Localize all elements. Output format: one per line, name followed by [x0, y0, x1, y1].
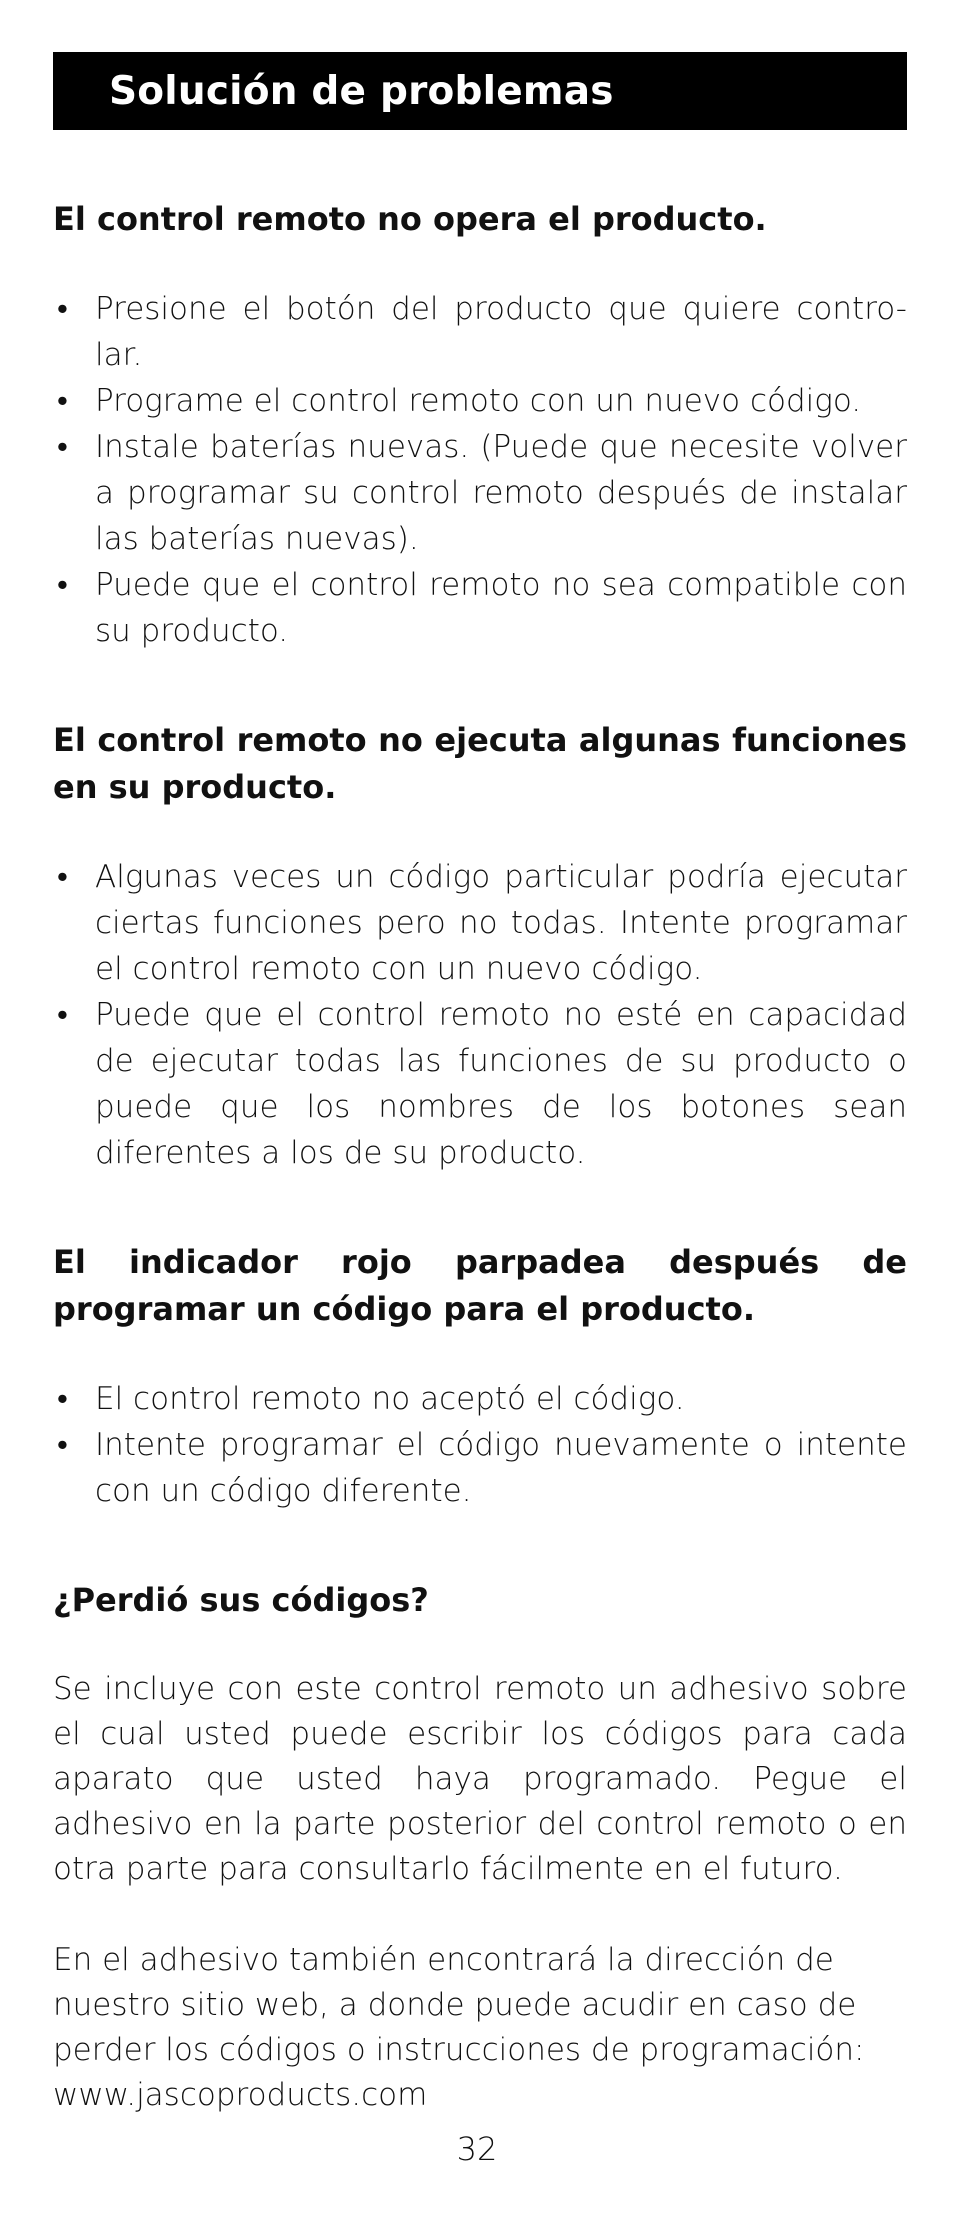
list-item-text: Algunas veces un código particular podría ejecutar ciertas funciones pero no todas. Intente programar el control remoto con un nuevo código. [95, 859, 907, 987]
list-item [53, 992, 907, 1176]
list-item-text: Presione el botón del producto que quiere contro-lar. [95, 291, 907, 373]
section-heading: El indicador rojo parpadea después de programar un código para el producto. [53, 1243, 907, 1328]
section-heading: ¿Perdió sus códigos? [53, 1581, 429, 1619]
list-item [53, 1422, 907, 1514]
sticker-paragraph: Se incluye con este control remoto un adhesivo sobre el cual usted puede escribir los códigos para cada aparato que usted haya programado. Pegue el adhesivo en la parte posterior del control remoto o en otra parte para consultarlo fácilmente en el futuro. [53, 1671, 907, 1887]
bullet-icon: • [57, 291, 68, 327]
list-item-text: Puede que el control remoto no esté en capacidad de ejecutar todas las funciones de su producto o puede que los nombres de los botones sean diferentes a los de su producto. [95, 997, 907, 1171]
list-item-text: Puede que el control remoto no sea compatible con su producto. [95, 567, 907, 649]
section-heading: El control remoto no opera el producto. [53, 200, 767, 238]
section-heading: El control remoto no ejecuta algunas funciones en su producto. [53, 721, 907, 806]
bullet-icon: • [57, 859, 68, 895]
bullet-list [53, 286, 907, 654]
bullet-list [53, 1376, 907, 1514]
lost-codes-section [53, 1577, 907, 2118]
list-item [53, 1376, 907, 1422]
website-paragraph [53, 1938, 907, 2118]
bullet-list [53, 854, 907, 1176]
bullet-icon: • [57, 567, 68, 603]
bullet-icon: • [57, 429, 68, 465]
bullet-icon: • [57, 383, 68, 419]
list-item-text: Instale baterías nuevas. (Puede que necesite volver a programar su control remoto después de instalar las baterías nuevas). [95, 429, 907, 557]
list-item [53, 424, 907, 562]
troubleshooting-section-1 [53, 196, 907, 654]
bullet-icon: • [57, 997, 68, 1033]
website-paragraph-text: En el adhesivo también encontrará la dirección de nuestro sitio web, a donde puede acudir en caso de perder los códigos o instrucciones de programación: [53, 1942, 865, 2068]
list-item [53, 378, 907, 424]
page-title: Solución de problemas [109, 68, 614, 114]
troubleshooting-section-3 [53, 1239, 907, 1514]
list-item-text: Intente programar el código nuevamente o intente con un código diferente. [95, 1427, 907, 1509]
manual-page [53, 52, 907, 2118]
list-item [53, 286, 907, 378]
section-header-bar [53, 52, 907, 130]
page-number: 32 [456, 2130, 498, 2168]
list-item-text: El control remoto no aceptó el código. [95, 1381, 685, 1417]
list-item [53, 854, 907, 992]
list-item [53, 562, 907, 654]
bullet-icon: • [57, 1381, 68, 1417]
troubleshooting-section-2 [53, 717, 907, 1176]
list-item-text: Programe el control remoto con un nuevo código. [95, 383, 862, 419]
bullet-icon: • [57, 1427, 68, 1463]
website-url: www.jascoproducts.com [53, 2077, 428, 2113]
